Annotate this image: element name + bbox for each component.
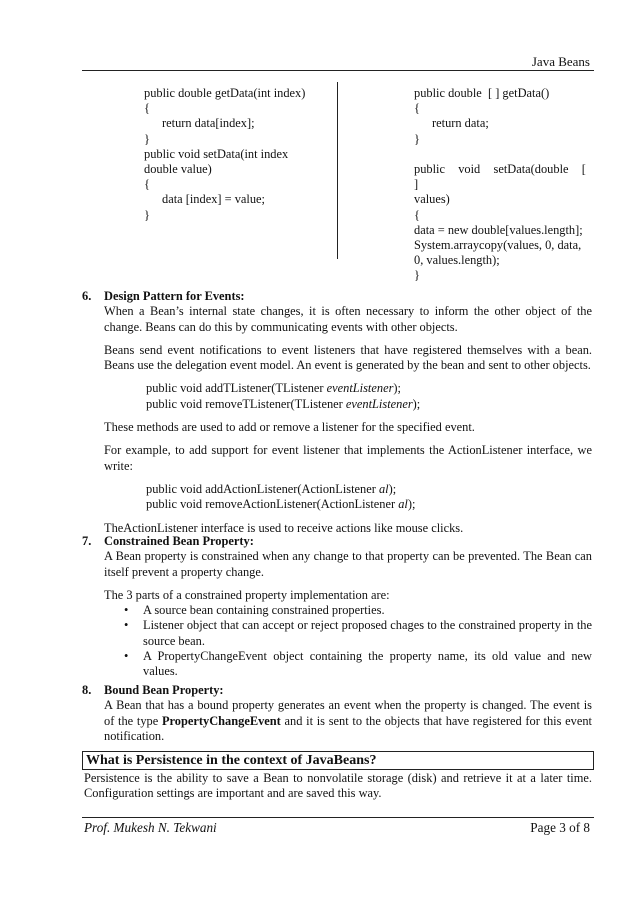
code-line: { (414, 101, 420, 116)
code-snippet (104, 482, 592, 513)
paragraph: When a Bean’s internal state changes, it is often necessary to inform the other object of the change. Beans can do this by communicating events with other objects. (104, 304, 592, 334)
paragraph: A Bean property is constrained when any change to that property can be prevented. The Bean can itself prevent a property change. (104, 549, 592, 579)
footer-page-number: Page 3 of 8 (530, 820, 590, 835)
code-line: public void setData(double [ ] (414, 162, 591, 192)
code-line: { (414, 207, 420, 222)
code-line: { (144, 177, 150, 192)
code-snippet (104, 381, 592, 412)
bullet-icon: • (124, 649, 129, 664)
section-number: 8. (82, 683, 92, 697)
code-line: { (144, 101, 150, 116)
code-line: data [index] = value; (162, 192, 265, 207)
section-title: Bound Bean Property: (104, 683, 224, 697)
code-line: data = new double[values.length]; (414, 222, 583, 237)
header-rule (82, 70, 594, 71)
list-item: • Listener object that can accept or reject proposed chages to the constrained property in the source bean. (124, 618, 592, 648)
paragraph: Beans send event notifications to event listeners that have registered themselves with a bean. Beans use the delegation event model. An event is generated by the bean and sent to other objects. (104, 342, 592, 373)
list-item: • A PropertyChangeEvent object containing the property name, its old value and new values. (124, 649, 592, 679)
paragraph: TheActionListener interface is used to receive actions like mouse clicks. (104, 520, 464, 535)
code-line: } (144, 131, 150, 146)
bullet-icon: • (124, 603, 129, 618)
code-line: System.arraycopy(values, 0, data, 0, values.length); (414, 238, 582, 268)
code-line: } (414, 131, 420, 146)
header-title: Java Beans (531, 54, 590, 69)
persistence-heading: What is Persistence in the context of JavaBeans? (82, 751, 594, 770)
footer-author: Prof. Mukesh N. Tekwani (84, 820, 217, 835)
paragraph: A Bean that has a bound property generates an event when the property is changed. The event is of the type PropertyChangeEvent and it is sent to the objects that have registered for this event notification. (104, 698, 592, 743)
section-bound-property (82, 683, 592, 744)
section-title: Constrained Bean Property: (104, 534, 254, 548)
code-line: public double getData(int index) (144, 86, 306, 100)
code-column-right (414, 86, 591, 284)
code-line: public void addActionListener(ActionListener al); (146, 481, 397, 496)
footer-rule (82, 817, 594, 818)
bullet-icon: • (124, 618, 129, 633)
code-line: public void removeTListener(TListener eventListener); (146, 396, 421, 411)
paragraph: These methods are used to add or remove a listener for the specified event. (104, 420, 475, 435)
code-line: public void addTListener(TListener eventListener); (146, 381, 401, 396)
code-line: return data; (432, 116, 489, 131)
code-line: public double [ ] getData() (414, 86, 550, 100)
section-constrained-property (82, 534, 592, 680)
code-line: } (414, 268, 420, 283)
section-design-pattern-events (82, 289, 592, 536)
list-item: • A source bean containing constrained properties. (124, 603, 385, 618)
section-number: 7. (82, 534, 92, 548)
code-line: values) (414, 192, 450, 207)
persistence-paragraph: Persistence is the ability to save a Bean to nonvolatile storage (disk) and retrieve it at a later time. Configuration settings are important and are saved this way. (84, 771, 592, 801)
code-line: } (144, 207, 150, 222)
paragraph: The 3 parts of a constrained property implementation are: (104, 587, 390, 602)
bullet-list (104, 603, 592, 679)
code-line (414, 147, 591, 162)
code-line: return data[index]; (162, 116, 255, 131)
section-number: 6. (82, 289, 92, 303)
code-column-divider (337, 82, 338, 259)
code-column-left (144, 86, 322, 223)
code-line: public void setData(int index double value) (144, 146, 289, 177)
paragraph: For example, to add support for event listener that implements the ActionListener interface, we write: (104, 443, 592, 473)
section-title: Design Pattern for Events: (104, 289, 245, 303)
code-line: public void removeActionListener(ActionListener al); (146, 497, 416, 512)
